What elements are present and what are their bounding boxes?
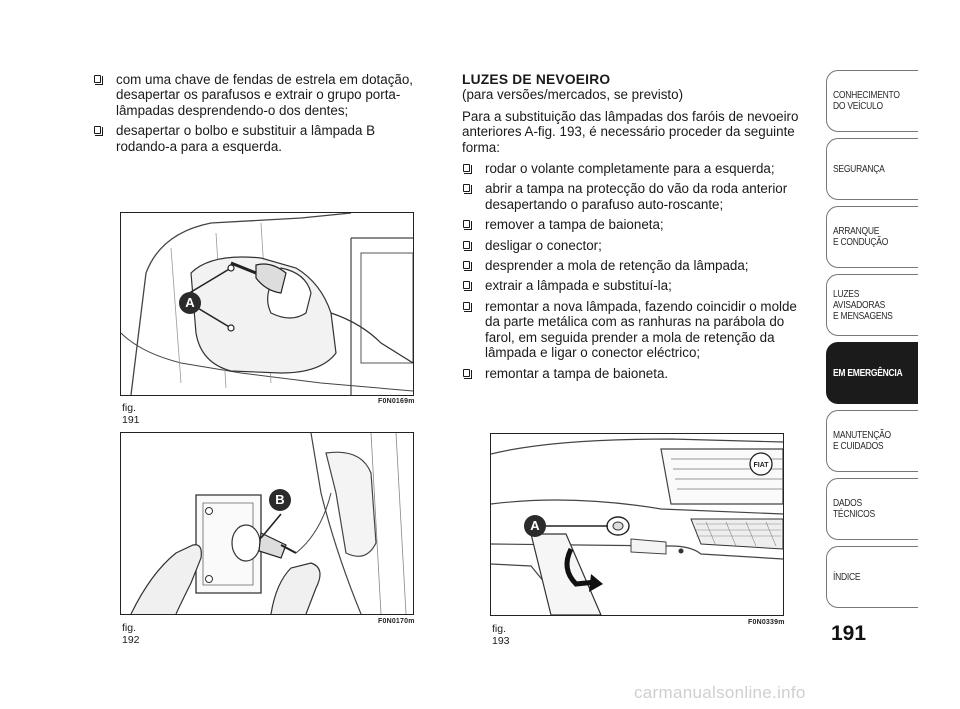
figure-193-caption: fig. 193 [492, 623, 510, 647]
tab-indice[interactable]: ÍNDICE [826, 546, 918, 608]
list-item: remontar a nova lâmpada, fazendo coincidir o molde da parte metálica com as ranhuras na parábola do farol, em seguida prender a mola de retenção da lâmpada e ligar o conector eléctrico; [462, 299, 812, 361]
headlamp-screwdriver-illustration [121, 213, 413, 395]
tab-em-emergencia[interactable]: EM EMERGÊNCIA [826, 342, 918, 404]
section-subtitle: (para versões/mercados, se previsto) [462, 87, 684, 103]
list-item: extrair a lâmpada e substituí-la; [462, 278, 812, 293]
bulb-holder-hands-illustration [121, 433, 413, 614]
checkbox-bullet-icon [94, 75, 101, 83]
list-item: remover a tampa de baioneta; [462, 217, 812, 232]
list-item: desprender a mola de retenção da lâmpada; [462, 258, 812, 273]
intro-paragraph: Para a substituição das lâmpadas dos faróis de nevoeiro anteriores A-fig. 193, é necessário proceder da seguinte forma: [462, 108, 799, 155]
figure-191-code: F0N0169m [378, 398, 415, 405]
callout-a-badge: A [524, 515, 546, 537]
figure-192-caption: fig. 192 [122, 622, 140, 646]
checkbox-bullet-icon [463, 302, 470, 310]
callout-b-badge: B [269, 489, 291, 511]
left-column [93, 72, 423, 159]
page-number: 191 [831, 622, 867, 645]
checkbox-bullet-icon [463, 220, 470, 228]
callout-a-badge: A [179, 292, 201, 314]
tab-luzes-avisadoras[interactable]: LUZES AVISADORAS E MENSAGENS [826, 274, 918, 336]
checkbox-bullet-icon [463, 164, 470, 172]
tab-dados-tecnicos[interactable]: DADOS TÉCNICOS [826, 478, 918, 540]
tab-conhecimento-do-veiculo[interactable]: CONHECIMENTO DO VEÍCULO [826, 70, 918, 132]
section-title: LUZES DE NEVOEIRO [462, 72, 611, 87]
tab-arranque-e-conducao[interactable]: ARRANQUE E CONDUÇÃO [826, 206, 918, 268]
figure-191-image [120, 212, 414, 396]
watermark: carmanualsonline.info [634, 683, 806, 702]
figure-191-caption: fig. 191 [122, 402, 140, 426]
fiat-badge-text: FIAT [753, 462, 769, 469]
list-item: desligar o conector; [462, 238, 812, 253]
list-item: desapertar o bolbo e substituir a lâmpada B rodando-a para a esquerda. [93, 123, 423, 154]
tab-manutencao-e-cuidados[interactable]: MANUTENÇÃO E CUIDADOS [826, 410, 918, 472]
tab-seguranca[interactable]: SEGURANÇA [826, 138, 918, 200]
checkbox-bullet-icon [463, 261, 470, 269]
figure-192-code: F0N0170m [378, 618, 415, 625]
chapter-tabs [826, 70, 918, 614]
checkbox-bullet-icon [463, 369, 470, 377]
figure-193-image [490, 433, 784, 616]
right-column [462, 72, 812, 386]
list-item: com uma chave de fendas de estrela em dotação, desapertar os parafusos e extrair o grupo porta-lâmpadas desprendendo-o dos dentes; [93, 72, 423, 118]
checkbox-bullet-icon [463, 281, 470, 289]
list-item: abrir a tampa na protecção do vão da roda anterior desapertando o parafuso auto-roscante; [462, 181, 812, 212]
list-item: rodar o volante completamente para a esquerda; [462, 161, 812, 176]
checkbox-bullet-icon [94, 126, 101, 134]
checkbox-bullet-icon [463, 241, 470, 249]
figure-193-code: F0N0339m [748, 619, 785, 626]
figure-192-image [120, 432, 414, 615]
list-item: remontar a tampa de baioneta. [462, 366, 812, 381]
checkbox-bullet-icon [463, 184, 470, 192]
